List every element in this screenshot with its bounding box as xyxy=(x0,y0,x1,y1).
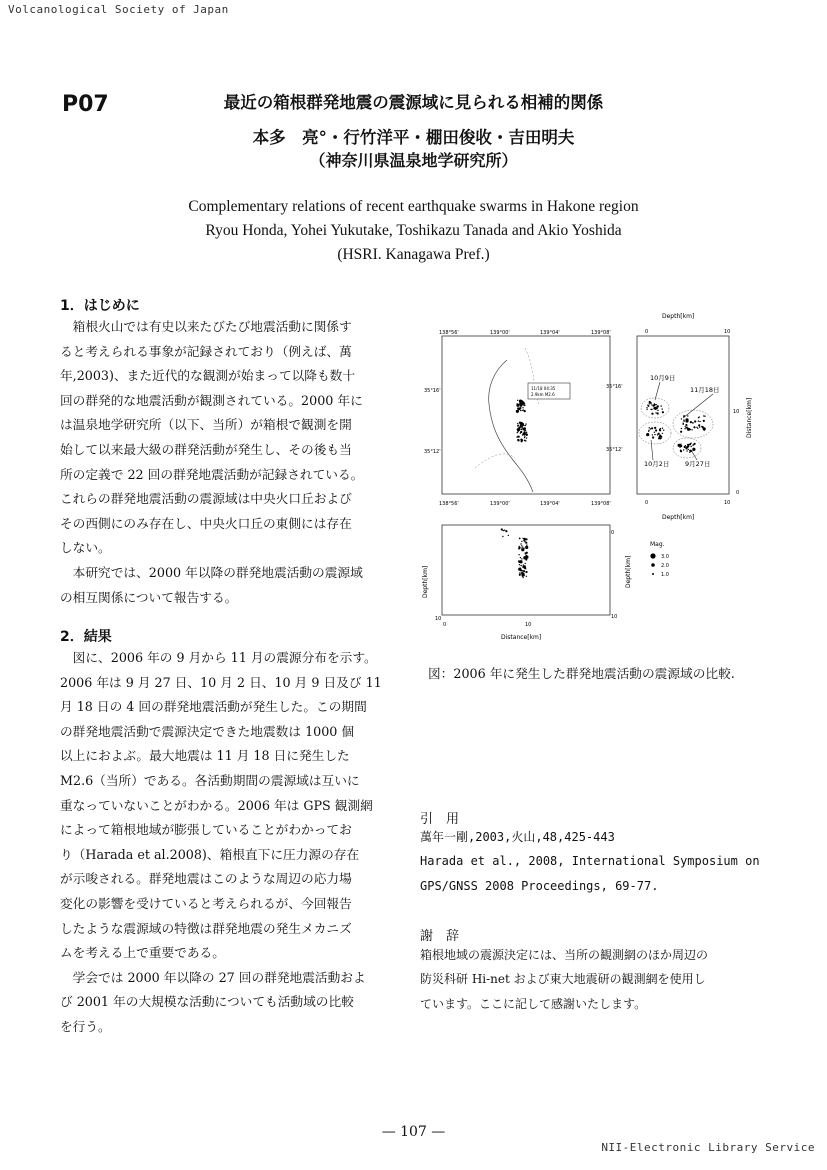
hypocenter-dot xyxy=(505,530,507,532)
section2-body xyxy=(60,646,394,1040)
swarm-label-oct9: 10月9日 xyxy=(650,374,676,382)
section1-line: の相互関係について報告する。 xyxy=(60,589,238,605)
hypocenter-dot xyxy=(685,424,687,426)
hypocenter-dot xyxy=(659,429,661,431)
cross-right-tick-0: 0 xyxy=(611,530,615,536)
hypocenter-dot xyxy=(503,530,504,531)
hypocenter-dot xyxy=(521,558,522,559)
hypocenter-dot xyxy=(523,405,524,406)
hypocenter-dot xyxy=(651,427,653,429)
hypocenter-dot xyxy=(519,546,520,547)
hypocenter-dot xyxy=(681,428,682,429)
hypocenter-dot xyxy=(518,554,519,555)
hypocenter-dot xyxy=(520,557,521,558)
hypocenter-dot xyxy=(525,555,526,556)
hypocenter-dot xyxy=(522,547,523,548)
hypocenter-dot xyxy=(657,410,658,411)
hypocenter-dot xyxy=(520,565,521,566)
hypocenter-dot xyxy=(662,433,663,434)
section1-line: 箱根火山では有史以来たびたび地震活動に関係す xyxy=(60,319,352,334)
section2-line: 月 18 日の 4 回の群発地震活動が発生した。この期間 xyxy=(60,699,367,715)
title-jp: 最近の箱根群発地震の震源域に見られる相補的関係 xyxy=(223,93,604,112)
section2-line: の群発地震活動で震源決定できた地震数は 1000 個 xyxy=(60,723,355,739)
hypocenter-dot xyxy=(520,432,521,433)
hypocenter-dot xyxy=(653,407,655,409)
hypocenter-dot xyxy=(691,446,692,447)
section1-line: 本研究では、2000 年以降の群発地震活動の震源域 xyxy=(60,564,363,580)
hypocenter-dot xyxy=(517,410,518,411)
affiliation-jp: （神奈川県温泉地学研究所） xyxy=(309,151,518,170)
hypocenter-dot xyxy=(646,433,649,436)
title-en: Complementary relations of recent earthquake swarms in Hakone region xyxy=(188,198,639,215)
hypocenter-dot xyxy=(518,569,519,570)
hypocenter-dot xyxy=(658,438,659,439)
hypocenter-dot xyxy=(687,415,688,416)
hypocenter-dot xyxy=(526,432,527,433)
hypocenter-dot xyxy=(651,413,653,415)
hypocenter-dot xyxy=(524,437,525,438)
cross-y-tick-10: 10 xyxy=(435,616,442,622)
side-distance-title: Distance[km] xyxy=(746,397,753,438)
hypocenter-dot xyxy=(519,572,520,573)
hypocenter-dot xyxy=(661,405,662,406)
section2-line: び 2001 年の大規模な活動についても活動域の比較 xyxy=(60,994,354,1010)
mag-symbol-2 xyxy=(651,563,655,567)
hypocenter-dot xyxy=(517,428,520,431)
hypocenter-dot xyxy=(693,426,695,428)
hypocenter-dot xyxy=(508,535,509,536)
hypocenter-dot xyxy=(525,539,526,540)
section2-line: を行う。 xyxy=(60,1018,111,1034)
map-top-tick-2: 139°04' xyxy=(540,330,560,336)
cross-depth-title: Depth[km] xyxy=(422,565,429,598)
lat-tick-right-1: 35°12' xyxy=(606,447,623,453)
section1-line: ると考えられる事象が記録されており（例えば、萬 xyxy=(60,343,352,359)
hypocenter-dot xyxy=(518,404,520,406)
hypocenter-dot xyxy=(660,438,661,439)
hypocenter-dot xyxy=(523,401,524,402)
hypocenter-dot xyxy=(650,428,651,429)
hypocenter-dot xyxy=(646,409,647,410)
hypocenter-dot xyxy=(704,416,705,417)
section2-line: が示唆される。群発地震はこのような周辺の応力場 xyxy=(60,871,352,887)
hypocenter-dot xyxy=(517,400,518,401)
hypocenter-dot xyxy=(518,439,520,441)
hypocenter-dot xyxy=(522,410,523,411)
hypocenter-dot xyxy=(523,409,524,410)
section1-heading: 1．はじめに xyxy=(60,298,140,314)
section2-heading: 2．結果 xyxy=(60,629,112,645)
hypocenter-dot xyxy=(651,404,652,405)
map-bottom-tick-1: 139°00' xyxy=(490,501,510,507)
section1-body xyxy=(60,315,394,610)
hypocenter-dot xyxy=(662,428,663,429)
hypocenter-dot xyxy=(525,571,527,573)
section2-line: り（Harada et al.2008)、箱根直下に圧力源の存在 xyxy=(60,846,360,862)
hypocenter-dot xyxy=(646,407,647,408)
hypocenter-dot xyxy=(684,446,686,448)
references-list xyxy=(420,825,760,898)
hypocenter-dot xyxy=(520,543,521,544)
section2-line: 以上におよぶ。最大地震は 11 月 18 日に発生した xyxy=(60,748,350,764)
section2-line: したような震源域の特徴は群発地震の発生メカニズ xyxy=(60,920,352,936)
hypocenter-dot xyxy=(522,577,523,578)
hypocenter-dot xyxy=(526,544,527,545)
section1-line: その西側にのみ存在し、中央火口丘の東側には存在 xyxy=(60,515,352,531)
hypocenter-dot xyxy=(517,423,518,424)
hypocenter-dot xyxy=(689,450,691,452)
hypocenter-dot xyxy=(701,426,702,427)
mag-symbol-3 xyxy=(650,553,655,558)
map-frame xyxy=(442,336,610,494)
society-header: Volcanological Society of Japan xyxy=(8,3,229,16)
hypocenter-dot xyxy=(683,449,684,450)
hypocenter-dot xyxy=(648,430,649,431)
hypocenter-dot xyxy=(526,552,528,554)
depth-axis-title-bottom: Depth[km] xyxy=(662,514,695,521)
section2-line: 2006 年は 9 月 27 日、10 月 2 日、10 月 9 日及び 11 xyxy=(60,674,382,690)
hypocenter-dot xyxy=(657,412,659,414)
hypocenter-dot xyxy=(696,427,697,428)
hypocenter-dot xyxy=(517,436,519,438)
section2-line: 重なっていないことがわかる。2006 年は GPS 観測網 xyxy=(60,797,373,813)
hypocenter-dot xyxy=(687,444,689,446)
seismicity-figure xyxy=(415,308,755,648)
distance-axis-title: Distance[km] xyxy=(501,634,542,641)
hypocenter-dot xyxy=(650,403,651,404)
hypocenter-dot xyxy=(685,426,686,427)
hypocenter-dot xyxy=(690,421,692,423)
acknowledgment-line: ています。ここに記して感謝いたします。 xyxy=(420,996,647,1011)
lat-tick-right-0: 35°16' xyxy=(606,384,623,390)
hypocenter-dot xyxy=(693,444,694,445)
lat-tick-left-1: 35°12' xyxy=(424,449,441,455)
hypocenter-dot xyxy=(703,420,705,422)
mag-symbol-1 xyxy=(652,573,654,575)
section2-line: 図に、2006 年の 9 月から 11 月の震源分布を示す。 xyxy=(60,650,377,665)
hypocenter-dot xyxy=(688,449,689,450)
map-top-tick-1: 139°00' xyxy=(490,330,510,336)
hypocenter-dot xyxy=(519,564,520,565)
hypocenter-dot xyxy=(526,576,527,577)
hypocenter-dot xyxy=(520,400,522,402)
hypocenter-dot xyxy=(524,567,525,568)
boundary-line xyxy=(475,348,539,468)
reference-line: Harada et al., 2008, International Symposium on xyxy=(420,854,760,869)
hypocenter-dot xyxy=(522,570,523,571)
inset-label-1: 11/18 04:35 xyxy=(531,386,556,391)
hypocenter-dot xyxy=(652,434,653,435)
map-bottom-tick-2: 139°04' xyxy=(540,501,560,507)
hypocenter-dot xyxy=(504,530,505,531)
hypocenter-dot xyxy=(502,536,503,537)
epicenter-points xyxy=(516,400,528,443)
hypocenter-dot xyxy=(525,542,527,544)
hypocenter-dot xyxy=(519,567,520,568)
hypocenter-dot xyxy=(520,410,521,411)
cross-right-tick-10: 10 xyxy=(611,614,618,620)
hypocenter-dot xyxy=(684,428,685,429)
hypocenter-dot xyxy=(649,427,650,428)
hypocenter-dot xyxy=(704,430,705,431)
depth-axis-title: Depth[km] xyxy=(662,313,695,320)
section2-line: 変化の影響を受けていると考えられるが、今回報告 xyxy=(60,895,352,911)
hypocenter-dot xyxy=(521,545,522,546)
hypocenter-dot xyxy=(680,431,682,433)
section1-line: 回の群発的な地震活動が観測されている。2000 年に xyxy=(60,392,363,408)
mag-value-3: 3.0 xyxy=(661,554,669,560)
hypocenter-dot xyxy=(522,407,523,408)
hypocenter-dot xyxy=(524,403,525,404)
inset-label-2: 2.9km M2.6 xyxy=(531,392,555,397)
hypocenter-dot xyxy=(692,422,693,423)
hypocenter-dot xyxy=(698,424,700,426)
cross-x-tick-10: 10 xyxy=(525,622,532,628)
acknowledgment-line: 箱根地域の震源決定には、当所の観測網のほか周辺の xyxy=(420,948,709,962)
hypocenter-dot xyxy=(662,408,663,409)
mag-value-1: 1.0 xyxy=(661,572,669,578)
side-dist-tick-0: 0 xyxy=(736,490,740,496)
hypocenter-dot xyxy=(525,558,527,560)
hypocenter-dot xyxy=(648,405,649,406)
hypocenter-dot xyxy=(521,429,522,430)
swarm-zone-nov18 xyxy=(673,410,713,438)
hypocenter-dot xyxy=(685,419,688,422)
hypocenter-dot xyxy=(680,445,682,447)
hypocenter-dot xyxy=(518,547,520,549)
hypocenter-dot xyxy=(657,405,659,407)
hypocenter-dot xyxy=(689,452,690,453)
hypocenter-dot xyxy=(657,407,658,408)
source-footer: NII-Electronic Library Service xyxy=(601,1141,815,1154)
hypocenter-dot xyxy=(662,411,664,413)
hypocenter-dot xyxy=(686,450,687,451)
hypocenter-dot xyxy=(520,405,521,406)
hypocenter-dot xyxy=(520,547,521,548)
section1-line: 年,2003)、また近代的な観測が始まって以降も数十 xyxy=(60,368,356,384)
acknowledgment-line: 防災科研 Hi-net および東大地震研の観測網を使用し xyxy=(420,972,706,987)
hypocenter-dot xyxy=(691,429,692,430)
side-dist-tick-10: 10 xyxy=(733,409,740,415)
map-top-tick-0: 138°56' xyxy=(439,330,459,336)
swarm-label-sep27: 9月27日 xyxy=(685,460,711,468)
hypocenter-dot xyxy=(522,549,523,550)
hypocenter-dot xyxy=(692,448,695,451)
section1-line: しない。 xyxy=(60,540,111,556)
hypocenter-dot xyxy=(663,430,664,431)
mag-value-2: 2.0 xyxy=(661,563,669,569)
hypocenter-dot xyxy=(525,547,527,549)
hypocenter-dot xyxy=(519,574,521,576)
page-number: — 107 — xyxy=(381,1124,446,1140)
hypocenter-dot xyxy=(524,440,525,441)
acknowledgments-heading: 謝 辞 xyxy=(420,929,460,944)
cross-x-tick-0: 0 xyxy=(443,622,447,628)
hypocenter-dot xyxy=(655,412,656,413)
hypocenter-dot xyxy=(680,450,681,451)
hypocenter-dot xyxy=(698,420,699,421)
hypocenter-dot xyxy=(517,407,519,409)
acknowledgments-body xyxy=(420,943,756,1016)
hypocenter-dot xyxy=(654,434,655,435)
depth-points xyxy=(646,401,706,453)
hypocenter-dot xyxy=(650,409,651,410)
paper-code: P07 xyxy=(62,92,109,117)
hypocenter-dot xyxy=(525,563,526,564)
section1-line: 始して以来最大級の群発活動が発生し、その後も当 xyxy=(60,441,352,457)
hypocenter-dot xyxy=(525,423,526,424)
hypocenter-dot xyxy=(521,572,523,574)
hypocenter-dot xyxy=(681,418,682,419)
hypocenter-dot xyxy=(523,573,524,574)
mag-axis-label: Depth[km] xyxy=(625,555,632,588)
hypocenter-dot xyxy=(519,538,520,539)
hypocenter-dot xyxy=(525,440,526,441)
depth-tick-10: 10 xyxy=(724,329,731,335)
hypocenter-dot xyxy=(660,436,662,438)
hypocenter-dot xyxy=(517,426,518,427)
hypocenter-dot xyxy=(652,436,654,438)
hypocenter-dot xyxy=(649,401,651,403)
swarm-zone-oct2 xyxy=(639,422,671,444)
affiliation-en: (HSRI. Kanagawa Pref.) xyxy=(337,246,490,263)
section1-line: これらの群発地震活動の震源域は中央火口丘および xyxy=(60,491,352,507)
authors-jp: 本多 亮°・行竹洋平・棚田俊收・吉田明夫 xyxy=(252,128,575,147)
hypocenter-dot xyxy=(699,426,700,427)
hypocenter-dot xyxy=(516,404,517,405)
hypocenter-dot xyxy=(522,575,523,576)
hypocenter-dot xyxy=(520,422,521,423)
cross-section-points xyxy=(501,528,529,578)
hypocenter-dot xyxy=(518,560,520,562)
hypocenter-dot xyxy=(524,430,525,431)
hypocenter-dot xyxy=(654,427,655,428)
hypocenter-dot xyxy=(520,569,522,571)
depth-tick-bottom-10: 10 xyxy=(724,500,731,506)
caldera-rim-line xyxy=(489,360,533,492)
hypocenter-dot xyxy=(526,437,527,438)
hypocenter-dot xyxy=(654,432,655,433)
hypocenter-dot xyxy=(525,430,526,431)
hypocenter-dot xyxy=(501,528,503,530)
mag-legend-title: Mag. xyxy=(650,541,665,548)
hypocenter-dot xyxy=(521,541,522,542)
hypocenter-dot xyxy=(526,434,527,435)
hypocenter-dot xyxy=(699,416,700,417)
hypocenter-dot xyxy=(655,404,656,405)
authors-en: Ryou Honda, Yohei Yukutake, Toshikazu Tanada and Akio Yoshida xyxy=(205,222,622,239)
map-bottom-tick-0: 138°56' xyxy=(439,501,459,507)
map-top-tick-3: 139°08' xyxy=(591,330,611,336)
section1-line: 所の定義で 22 回の群発地震活動が記録されている。 xyxy=(60,466,364,482)
swarm-label-oct2: 10月2日 xyxy=(644,460,670,468)
hypocenter-dot xyxy=(657,434,658,435)
swarm-label-nov18: 11月18日 xyxy=(690,386,720,394)
depth-tick-0: 0 xyxy=(645,329,649,335)
section2-line: M2.6（当所）である。各活動期間の震源域は互いに xyxy=(60,772,360,788)
hypocenter-dot xyxy=(521,426,523,428)
hypocenter-dot xyxy=(522,429,523,430)
references-heading: 引 用 xyxy=(420,812,460,827)
hypocenter-dot xyxy=(689,443,691,445)
hypocenter-dot xyxy=(699,421,700,422)
hypocenter-dot xyxy=(660,428,661,429)
hypocenter-dot xyxy=(653,404,655,406)
hypocenter-dot xyxy=(683,421,684,422)
map-bottom-tick-3: 139°08' xyxy=(591,501,611,507)
section1-line: は温泉地学研究所（以下、当所）が箱根で観測を開 xyxy=(60,417,352,433)
hypocenter-dot xyxy=(683,423,684,424)
hypocenter-dot xyxy=(525,425,526,426)
hypocenter-dot xyxy=(655,429,657,431)
hypocenter-dot xyxy=(687,428,690,431)
section2-line: によって箱根地域が膨張していることがわかってお xyxy=(60,822,352,838)
hypocenter-dot xyxy=(521,439,522,440)
hypocenter-dot xyxy=(517,432,518,433)
hypocenter-dot xyxy=(524,432,525,433)
figure-caption: 図：2006 年に発生した群発地震活動の震源域の比較. xyxy=(428,666,735,681)
hypocenter-dot xyxy=(522,428,523,429)
hypocenter-dot xyxy=(522,424,524,426)
hypocenter-dot xyxy=(524,436,525,437)
reference-line: GPS/GNSS 2008 Proceedings, 69-77. xyxy=(420,878,659,893)
section2-line: ムを考える上で重要である。 xyxy=(60,945,225,961)
lat-tick-left-0: 35°16' xyxy=(424,388,441,394)
depth-panel-frame xyxy=(637,336,729,494)
hypocenter-dot xyxy=(703,415,704,416)
depth-tick-bottom-0: 0 xyxy=(645,500,649,506)
hypocenter-dot xyxy=(649,403,650,404)
hypocenter-dot xyxy=(694,420,696,422)
section2-line: 学会では 2000 年以降の 27 回の群発地震活動およ xyxy=(60,969,366,985)
reference-line: 萬年一剛,2003,火山,48,425-443 xyxy=(420,830,615,844)
